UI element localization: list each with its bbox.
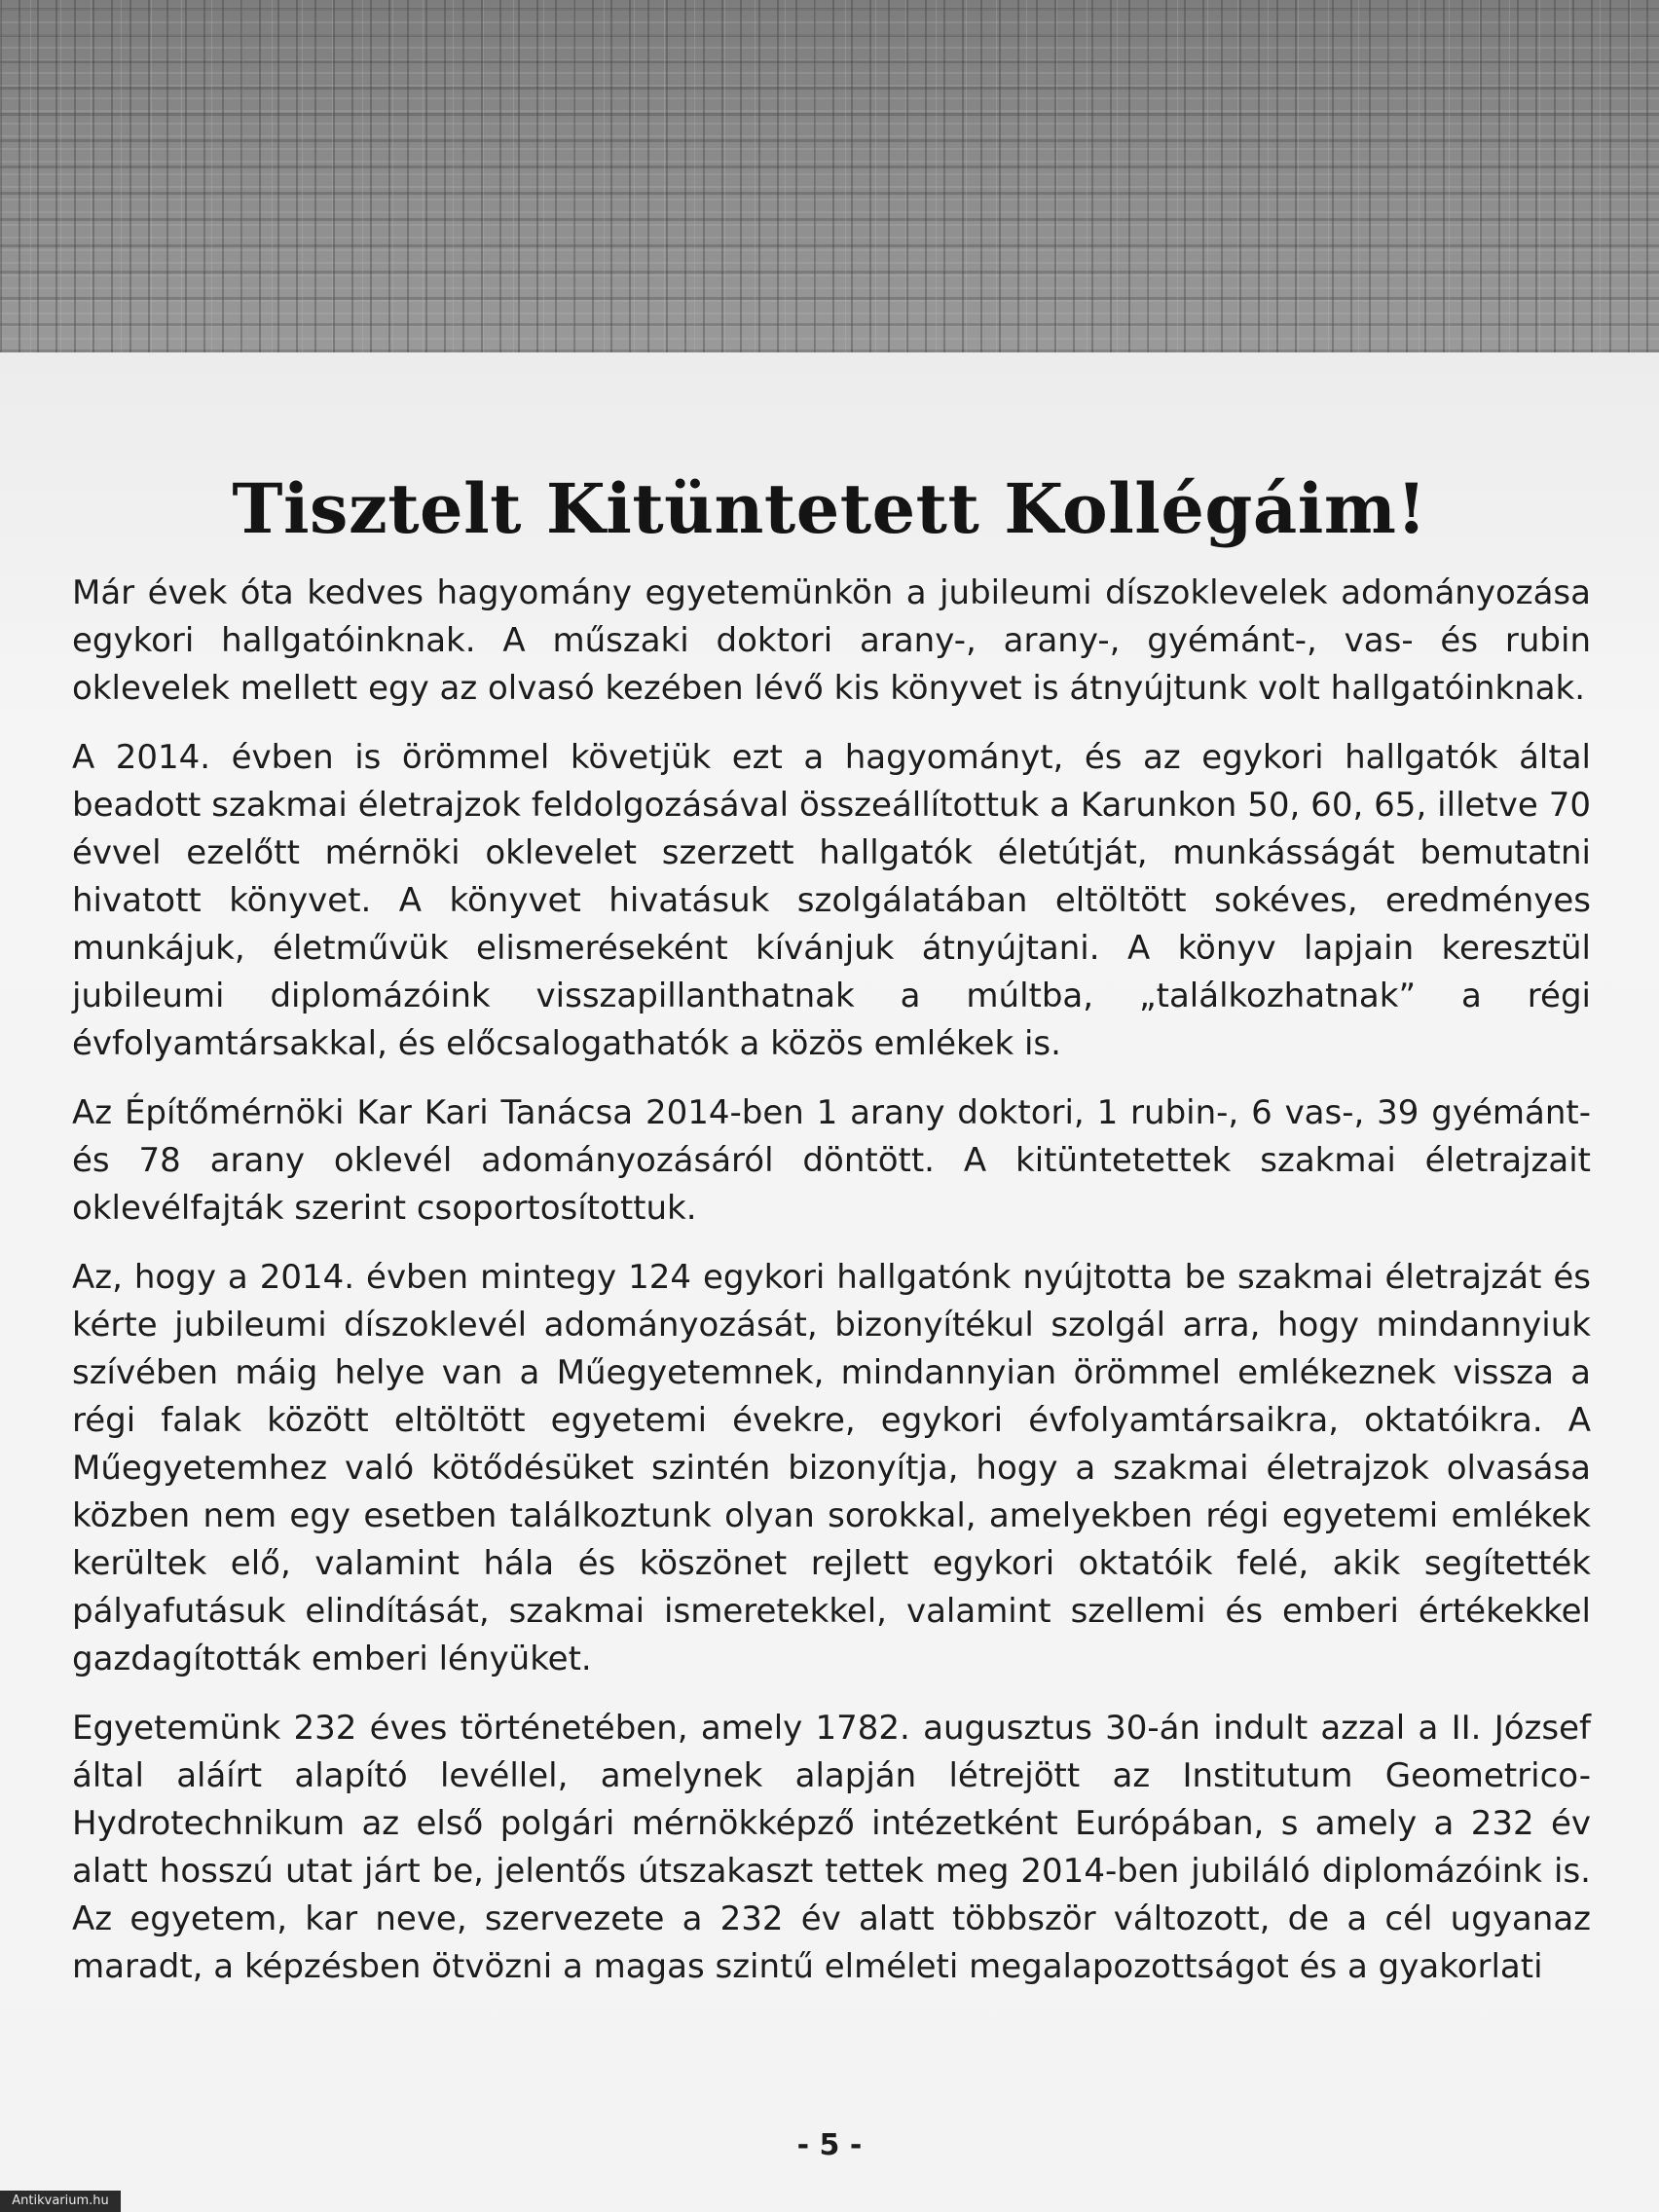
body-text: [72, 570, 1591, 2012]
watermark-label: Antikvarium.hu: [0, 2191, 121, 2212]
page-title: Tisztelt Kitüntetett Kollégáim!: [232, 468, 1427, 549]
page-number: - 5 -: [796, 2128, 863, 2162]
paragraph: A 2014. évben is örömmel követjük ezt a hagyományt, és az egykori hallgatók által beadott szakmai életrajzok feldolgozásával összeállítottuk a Karunkon 50, 60, 65, illetve 70 évvel ezelőtt mérnöki oklevelet szerzett hallgatók életútját, munkásságát bemutatni hivatott könyvet. A könyvet hivatásuk szolgálatában eltöltött sokéves, eredményes munkájuk, életművük elismeréseként kívánjuk átnyújtani. A könyv lapjain keresztül jubileumi diplomázóink visszapillanthatnak a múltba, „találkozhatnak” a régi évfolyamtársakkal, és előcsalogathatók a közös emlékek is.: [72, 738, 1591, 1063]
background-texture: [0, 0, 1659, 352]
paragraph: Már évek óta kedves hagyomány egyetemünkön a jubileumi díszoklevelek adományozása egykori hallgatóinknak. A műszaki doktori arany-, arany-, gyémánt-, vas- és rubin oklevelek mellett egy az olvasó kezében lévő kis könyvet is átnyújtunk volt hallgatóinknak.: [72, 573, 1591, 708]
paragraph: Az, hogy a 2014. évben mintegy 124 egykori hallgatónk nyújtotta be szakmai életrajzát és kérte jubileumi díszoklevél adományozását, bizonyítékul szolgál arra, hogy mindannyiuk szívében máig helye van a Műegyetemnek, mindannyian örömmel emlékeznek vissza a régi falak között eltöltött egyetemi évekre, egykori évfolyamtársaikra, oktatóikra. A Műegyetemhez való kötődésüket szintén bizonyítja, hogy a szakmai életrajzok olvasása közben nem egy esetben találkoztunk olyan sorokkal, amelyekben régi egyetemi emlékek kerültek elő, valamint hála és köszönet rejlett egykori oktatóik felé, akik segítették pályafutásuk elindítását, szakmai ismeretekkel, valamint szellemi és emberi értékekkel gazdagították emberi lényüket.: [72, 1258, 1591, 1678]
paragraph: Az Építőmérnöki Kar Kari Tanácsa 2014-ben 1 arany doktori, 1 rubin-, 6 vas-, 39 gyémánt- és 78 arany oklevél adományozásáról döntött. A kitüntetettek szakmai életrajzait oklevélfajták szerint csoportosítottuk.: [72, 1093, 1591, 1228]
paragraph: Egyetemünk 232 éves történetében, amely 1782. augusztus 30-án indult azzal a II. József által aláírt alapító levéllel, amelynek alapján létrejött az Institutum Geometrico-Hydrotechnikum az első polgári mérnökképző intézetként Európában, s amely a 232 év alatt hosszú utat járt be, jelentős útszakaszt tettek meg 2014-ben jubiláló diplomázóink is. Az egyetem, kar neve, szervezete a 232 év alatt többször változott, de a cél ugyanaz maradt, a képzésben ötvözni a magas szintű elméleti megalapozottságot és a gyakorlati: [72, 1709, 1591, 1986]
